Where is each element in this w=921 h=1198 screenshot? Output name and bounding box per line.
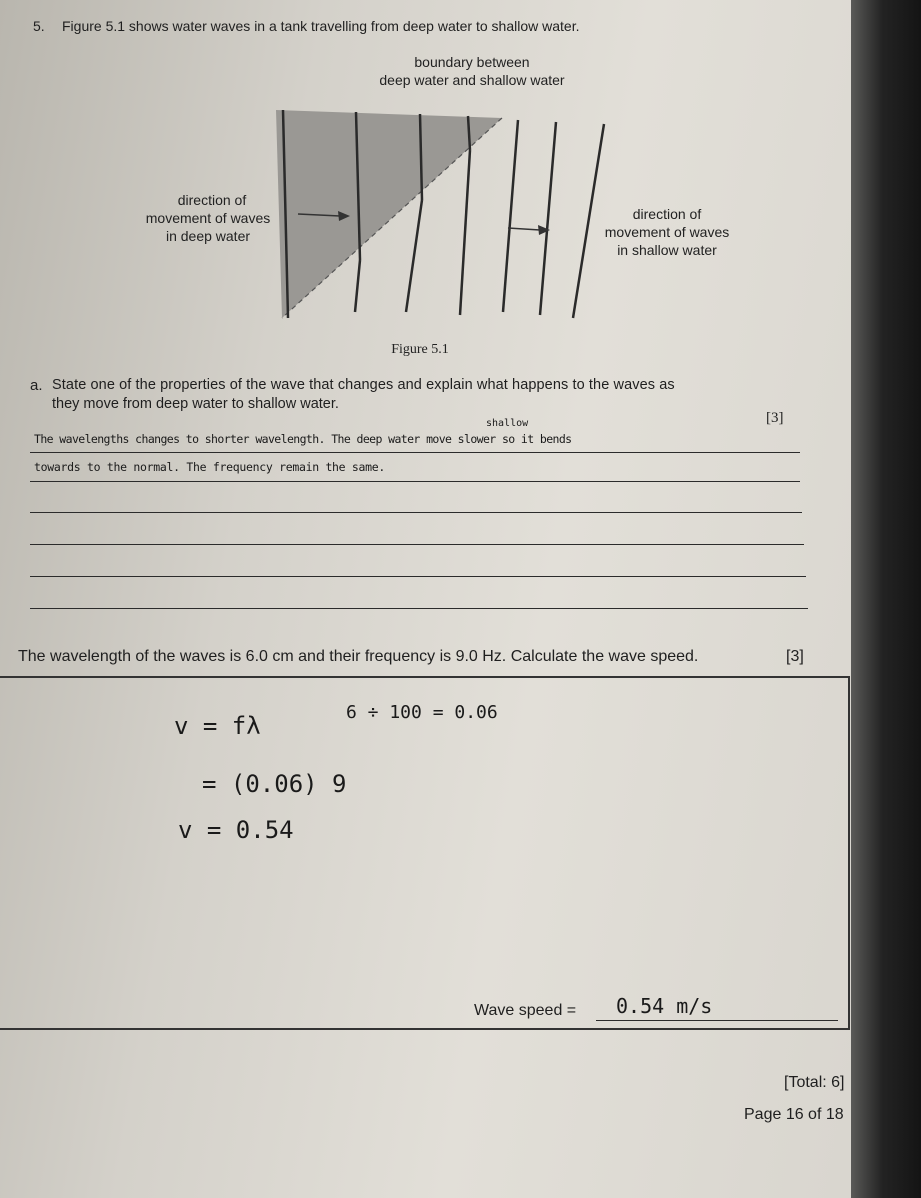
answer-rule xyxy=(30,452,800,453)
shallow-wavefront xyxy=(406,200,422,312)
part-b-marks: [3] xyxy=(786,648,804,665)
label-deep-1: direction of xyxy=(177,192,247,208)
label-boundary-1: boundary between xyxy=(414,54,530,70)
shallow-wavefront xyxy=(540,122,556,315)
label-shallow-1: direction of xyxy=(632,206,702,222)
shallow-wavefront xyxy=(355,260,360,312)
question-intro: Figure 5.1 shows water waves in a tank travelling from deep water to shallow water. xyxy=(62,18,580,34)
answer-rule xyxy=(30,544,804,545)
answer-rule xyxy=(30,512,802,513)
label-deep-2: movement of waves xyxy=(145,210,271,226)
part-a-prompt-1: State one of the properties of the wave that changes and explain what happens to the waves as xyxy=(52,377,675,393)
wave-speed-label: Wave speed = xyxy=(474,1002,577,1019)
shallow-wavefront xyxy=(503,120,518,312)
answer-rule xyxy=(30,608,808,609)
shallow-wavefront xyxy=(460,150,470,315)
question-number: 5. xyxy=(33,18,45,34)
answer-insert-word: shallow xyxy=(486,418,529,429)
label-boundary-2: deep water and shallow water xyxy=(379,72,565,88)
page-number: Page 16 of 18 xyxy=(744,1106,844,1123)
background-edge xyxy=(851,0,921,1198)
part-a-marks: [3] xyxy=(766,410,784,426)
working-line-2: = (0.06) 9 xyxy=(202,770,347,798)
answer-line-1: The wavelengths changes to shorter wavelength. The deep water move slower so it bends xyxy=(34,432,572,446)
shallow-wavefront xyxy=(573,124,604,318)
label-shallow-2: movement of waves xyxy=(604,224,730,240)
working-line-1: v = fλ xyxy=(174,712,261,740)
part-a-prompt-2: they move from deep water to shallow water. xyxy=(52,396,339,412)
part-b-prompt: The wavelength of the waves is 6.0 cm and their frequency is 9.0 Hz. Calculate the wave speed. xyxy=(18,648,699,665)
label-deep-3: in deep water xyxy=(165,228,251,244)
answer-rule xyxy=(30,576,806,577)
shallow-direction-arrow xyxy=(508,228,540,230)
wave-diagram xyxy=(0,50,880,400)
wave-speed-answer: 0.54 m/s xyxy=(616,994,713,1018)
figure-caption: Figure 5.1 xyxy=(391,342,449,357)
total-marks: [Total: 6] xyxy=(784,1074,845,1091)
part-a-letter: a. xyxy=(30,377,43,394)
answer-line-2: towards to the normal. The frequency remain the same. xyxy=(34,460,386,474)
working-line-3: v = 0.54 xyxy=(178,816,294,844)
working-box xyxy=(0,676,850,1030)
answer-rule xyxy=(30,481,800,482)
working-side-calc: 6 ÷ 100 = 0.06 xyxy=(346,702,498,723)
wave-speed-answer-line xyxy=(596,1020,838,1021)
label-shallow-3: in shallow water xyxy=(617,242,717,258)
